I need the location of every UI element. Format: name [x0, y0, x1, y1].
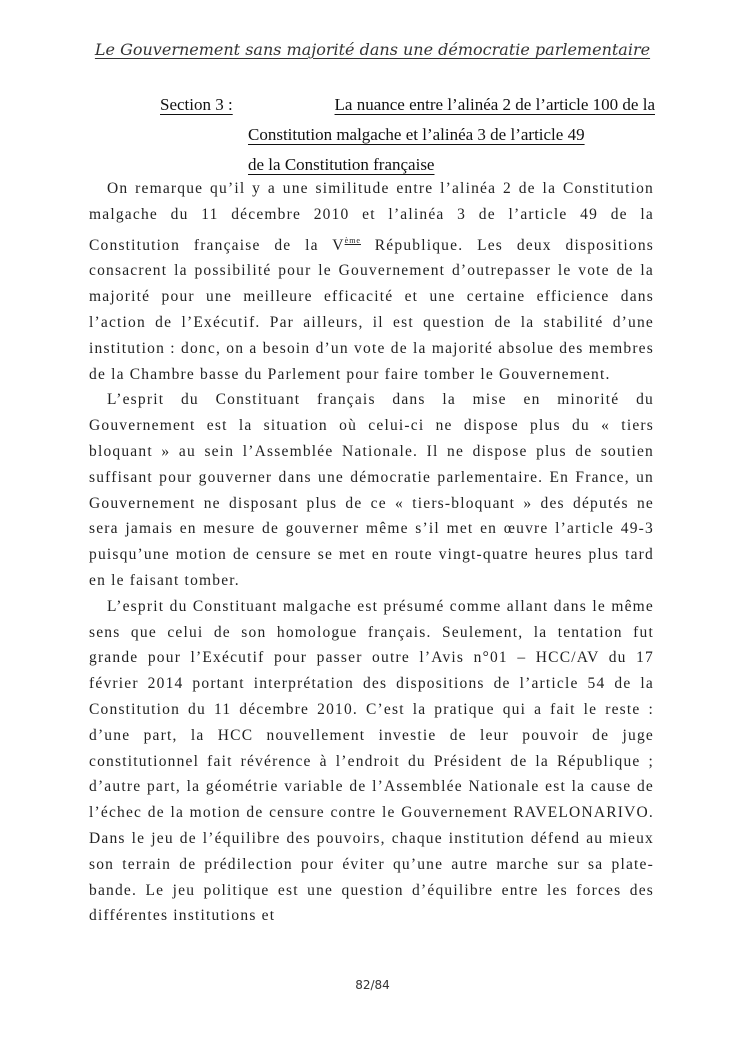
body-text [89, 176, 654, 929]
page-number: 82/84 [355, 978, 390, 992]
section-title-text-1: La nuance entre l’alinéa 2 de l’article 100 de la [334, 95, 655, 114]
section-title-text-3: de la Constitution française [248, 155, 435, 174]
paragraph-1-part-1: On remarque qu’il y a une similitude entre l’alinéa 2 de la Constitution malgache du 11 décembre 2010 et l’alinéa 3 de l’article 49 de la Constitution française de la V [89, 180, 654, 254]
paragraph-3: L’esprit du Constituant malgache est présumé comme allant dans le même sens que celui de son homologue français. Seulement, la tentation fut grande pour l’Exécutif pour passer outre l’Avis n°01 – HCC/AV du 17 février 2014 portant interprétation des dispositions de l’article 54 de la Constitution du 11 décembre 2010. C’est la pratique qui a fait le reste : d’une part, la HCC nouvellement investie de leur pouvoir de juge constitutionnel fait révérence à l’endroit du Président de la République ; d’autre part, la géométrie variable de l’Assemblée Nationale est la cause de l’échec de la motion de censure contre le Gouvernement RAVELONARIVO. Dans le jeu de l’équilibre des pouvoirs, chaque institution défend au mieux son terrain de prédilection pour éviter qu’une autre marche sur sa plate-bande. Le jeu politique est une question d’équilibre entre les forces des différentes institutions et [89, 597, 654, 925]
paragraph-1-part-2: République. Les deux dispositions consacrent la possibilité pour le Gouvernement d’outrepasser le vote de la majorité pour une meilleure efficacité et une certaine efficience dans l’action de l’Exécutif. Par ailleurs, il est question de la stabilité d’une institution : donc, on a besoin d’un vote de la majorité absolue des membres de la Chambre basse du Parlement pour faire tomber le Gouvernement. [89, 236, 655, 383]
superscript-eme: ème [344, 235, 361, 245]
section-title [160, 90, 655, 180]
section-title-line-2 [248, 120, 655, 150]
section-title-line-1 [160, 90, 655, 120]
paragraph-1 [89, 176, 654, 387]
section-title-text-2: Constitution malgache et l’alinéa 3 de l’article 49 [248, 125, 585, 144]
paragraph-2: L’esprit du Constituant français dans la mise en minorité du Gouvernement est la situation où celui-ci ne dispose plus du « tiers bloquant » au sein l’Assemblée Nationale. Il ne dispose plus de soutien suffisant pour gouverner dans une démocratie parlementaire. En France, un Gouvernement ne disposant plus de ce « tiers-bloquant » des députés ne sera jamais en mesure de gouverner même s’il met en œuvre l’article 49-3 puisqu’une motion de censure se met en route vingt-quatre heures plus tard en le faisant tomber. [89, 391, 654, 589]
running-header: Le Gouvernement sans majorité dans une démocratie parlementaire [94, 40, 651, 59]
section-number: Section 3 : [160, 95, 233, 114]
